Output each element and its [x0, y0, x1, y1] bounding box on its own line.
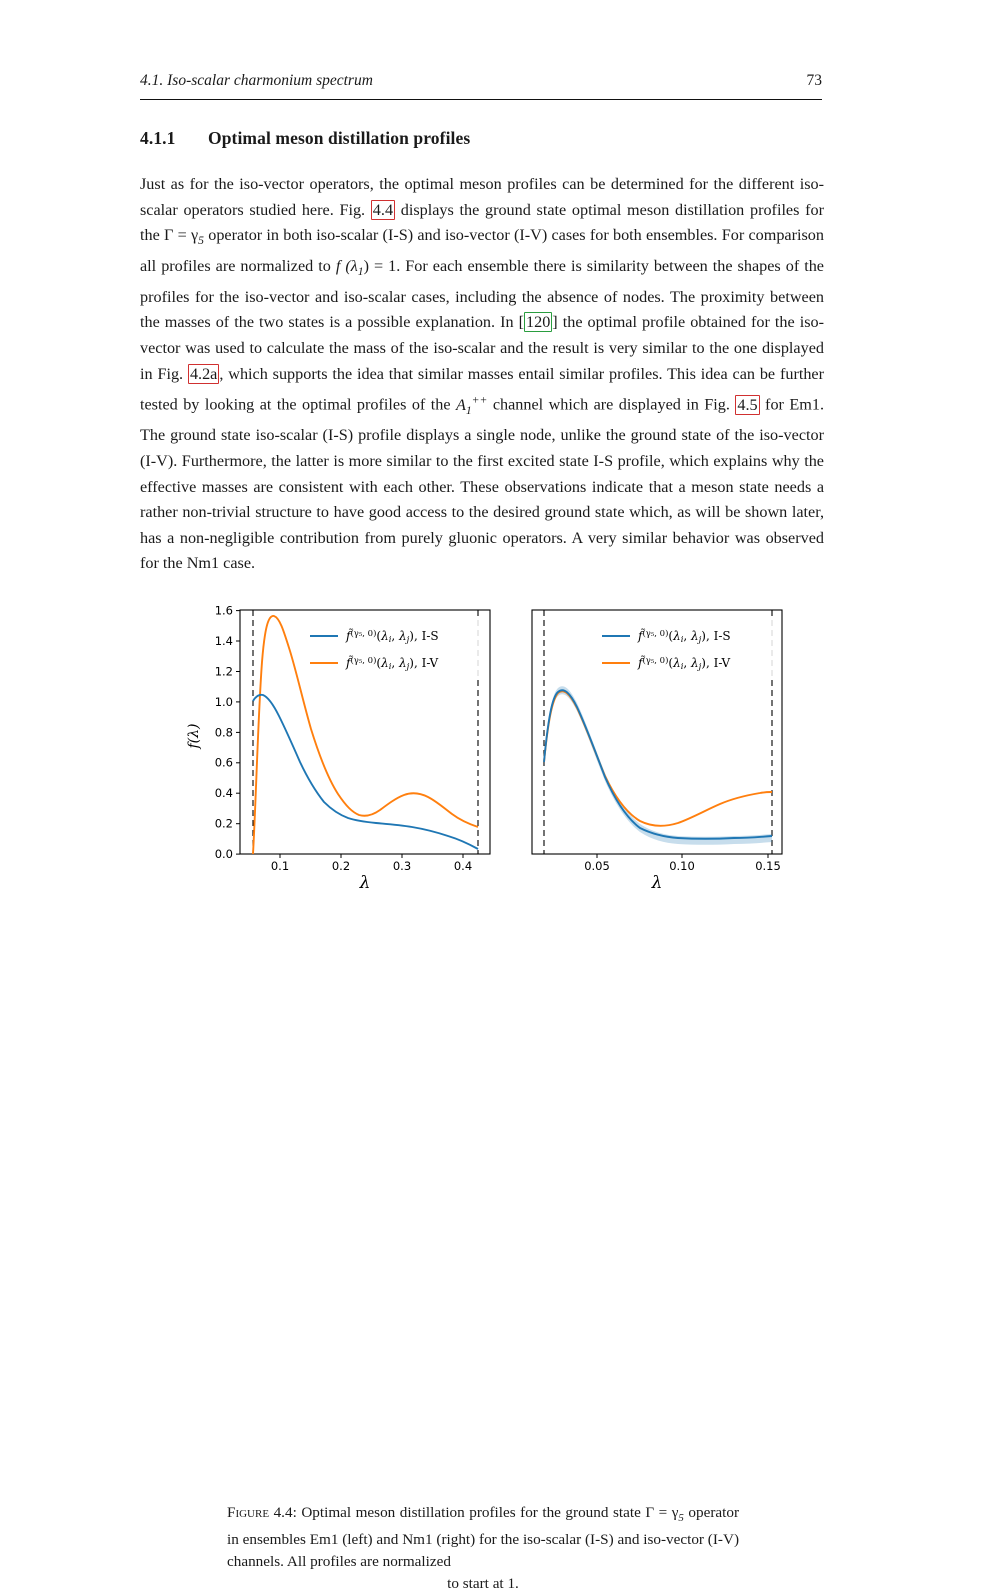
svg-text:0.4: 0.4: [453, 859, 473, 873]
figure-4-4: [140, 596, 824, 1593]
figure-ref-4-5[interactable]: 4.5: [737, 395, 758, 414]
chart-left-em1: [186, 604, 490, 894]
svg-text:0.2: 0.2: [331, 859, 351, 873]
left-x-ticks: [280, 854, 463, 858]
figure-caption: [227, 1502, 739, 1595]
section-heading: [140, 128, 822, 149]
svg-text:0.1: 0.1: [270, 859, 290, 873]
text-run-1: Just as for the iso-vector operators, the optimal meson profiles can be determined for the different iso-scalar operators studied here. Fig.: [140, 175, 824, 219]
caption-text-3: to start at 1.: [447, 1575, 519, 1593]
math-gamma5: $\Gamma = \gamma_5$: [164, 226, 204, 248]
text-run-6: , which supports the idea that similar masses entail similar profiles. This idea can be further tested by looking at the optimal profiles of the: [140, 364, 825, 414]
left-curve-is: [253, 695, 478, 849]
left-y-ticks: [236, 611, 240, 855]
distillation-profile-charts: [140, 596, 824, 893]
svg-text:0.6: 0.6: [214, 755, 233, 770]
left-ylabel: f(λ): [186, 723, 202, 749]
text-run-3: operator in both iso-scalar (I-S) and iso-vector (I-V) cases for both ensembles. For comparison all profiles are normalized to: [140, 226, 824, 276]
math-f-lambda1: f $(\lambda_1) = 1$: [335, 257, 397, 279]
caption-label: Figure: [227, 1504, 270, 1521]
math-a1pp: $A_1^{++}$: [455, 393, 488, 417]
left-legend-label-iv: f̃$^{(\gamma_5, 0)}$(λi, λj), I-V: [346, 656, 439, 672]
text-run-8: for Em1. The ground state iso-scalar (I-S) profile displays a single node, unlike the ground state of the iso-vector (I-V). Furthermore, the latter is more similar to the first excited state I-S profile, which explains why the effective masses are consistent with each other. These observations indicate that a meson state needs a rather non-trivial structure to have good access to the desired ground state which, as will be shown later, has a non-negligible contribution from purely gluonic operators. A very similar behavior was observed for the Nm1 case.: [140, 395, 824, 573]
svg-text:0.8: 0.8: [214, 725, 233, 740]
caption-math-gamma5: $\Gamma = \gamma_5$: [645, 1504, 684, 1525]
section-number: 4.1.1: [140, 128, 176, 148]
svg-text:0.05: 0.05: [584, 859, 610, 873]
left-legend: [301, 618, 481, 678]
svg-text:1.6: 1.6: [214, 603, 233, 618]
svg-text:1.2: 1.2: [214, 664, 233, 679]
body-paragraph: Just as for the iso-vector operators, the optimal meson profiles can be determined for the different iso-scalar operators studied here. Fig. 4.4 displays the ground state optimal meson distillation profiles for the $\Gamma = \gamma_5$ operator in both iso-scalar (I-S) and iso-vector (I-V) cases for both ensembles. For comparison all profiles are normalized to f $(\lambda_1) = 1$. For each ensemble there is similarity between the shapes of the profiles for the iso-vector and iso-scalar cases, including the absence of nodes. The proximity between the masses of the two states is a possible explanation. In [ 120 ] the optimal profile obtained for the iso-vector was used to calculate the mass of the iso-scalar and the result is very similar to the one displayed in Fig. 4.2a , which supports the idea that similar masses entail similar profiles. This idea can be further tested by looking at the optimal profiles of the $A_1^{++}$ channel which are displayed in Fig. 4.5 for Em1. The ground state iso-scalar (I-S) profile displays a single node, unlike the ground state of the iso-vector (I-V). Furthermore, the latter is more similar to the first excited state I-S profile, which explains why the effective masses are consistent with each other. These observations indicate that a meson state needs a rather non-trivial structure to have good access to the desired ground state which, as will be shown later, has a non-negligible contribution from purely gluonic operators. A very similar behavior was observed for the Nm1 case.: [140, 175, 825, 573]
svg-text:1.0: 1.0: [214, 694, 233, 709]
caption-text-2: operator in ensembles Em1 (left) and Nm1 (right) for the iso-scalar (I-S) and iso-vector (I-V) channels. All profiles are normalized: [227, 1504, 740, 1571]
right-legend-label-is: f̃$^{(\gamma_5, 0)}$(λi, λj), I-S: [638, 629, 731, 645]
right-x-ticklabels: [584, 859, 781, 873]
figure-ref-4-2a[interactable]: 4.2a: [189, 364, 218, 383]
left-legend-label-is: f̃$^{(\gamma_5, 0)}$(λi, λj), I-S: [346, 629, 439, 645]
figure-ref-4-4[interactable]: 4.4: [372, 200, 394, 219]
text-run-2: displays the ground state optimal meson distillation profiles for the: [140, 200, 824, 245]
svg-text:1.4: 1.4: [214, 633, 233, 648]
header-rule: [140, 99, 822, 100]
svg-text:0.2: 0.2: [214, 816, 233, 831]
caption-number: 4.4:: [273, 1504, 297, 1521]
text-run-4: . For each ensemble there is similarity between the shapes of the profiles for the iso-vector and iso-scalar cases, including the absence of nodes. The proximity between the masses of the two states is a possible explanation. In: [140, 257, 824, 332]
left-x-ticklabels: [271, 859, 472, 873]
citation-120[interactable]: 120: [526, 313, 551, 332]
header-section-title: 4.1. Iso-scalar charmonium spectrum: [140, 72, 373, 89]
svg-text:0.4: 0.4: [214, 786, 233, 801]
right-legend-label-iv: f̃$^{(\gamma_5, 0)}$(λi, λj), I-V: [638, 656, 731, 672]
text-run-5: the optimal profile obtained for the iso-vector was used to calculate the mass of the iso-scalar and the result is very similar to the one displayed in Fig.: [140, 313, 824, 383]
right-x-ticks: [597, 854, 768, 858]
section-title: Optimal meson distillation profiles: [208, 128, 471, 148]
chart-right-nm1: [532, 610, 782, 893]
caption-text-1: Optimal meson distillation profiles for the ground state: [301, 1504, 646, 1521]
svg-text:0.0: 0.0: [214, 847, 233, 861]
svg-text:0.3: 0.3: [392, 859, 412, 873]
left-y-ticklabels: [215, 604, 233, 862]
running-header: [140, 72, 822, 90]
left-xlabel: λ: [359, 873, 371, 893]
right-legend: [593, 618, 773, 678]
text-run-7: channel which are displayed in Fig.: [487, 395, 736, 414]
right-xlabel: λ: [651, 873, 663, 893]
figure-plots: [140, 596, 824, 893]
header-page-number: 73: [806, 72, 822, 89]
svg-text:0.15: 0.15: [755, 859, 781, 873]
svg-text:0.10: 0.10: [669, 859, 695, 873]
